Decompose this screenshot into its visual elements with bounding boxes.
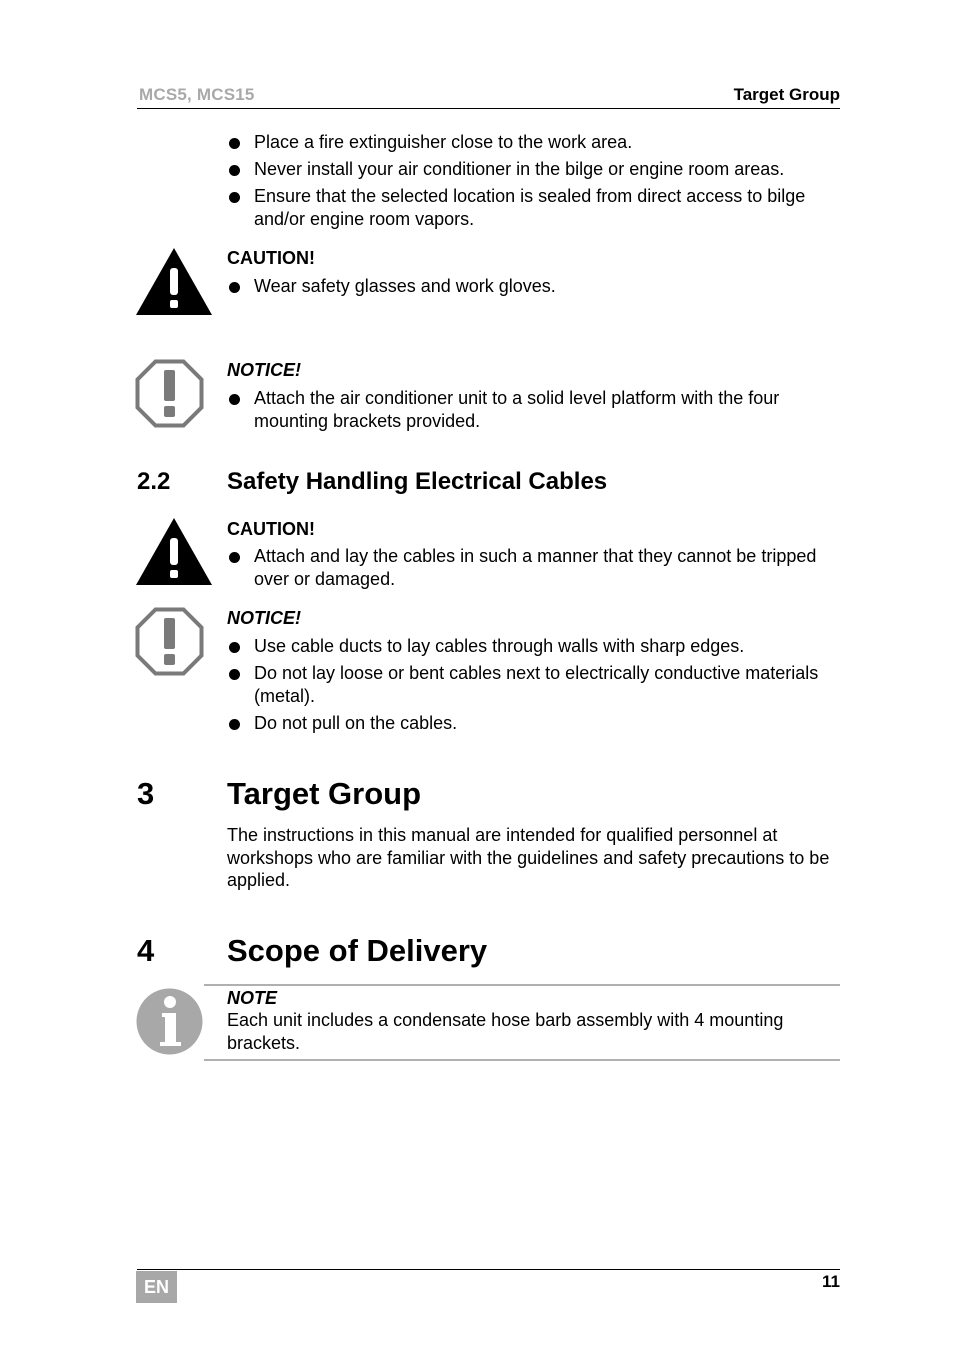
bullet-icon [229,719,240,730]
bullet-icon [229,165,240,176]
list-item: Attach and lay the cables in such a manner that they cannot be tripped over or damaged. [227,545,840,590]
bullet-icon [229,394,240,405]
list-item: Do not pull on the cables. [227,712,840,735]
notice-label: NOTICE! [227,360,301,380]
notice-octagon-icon [135,607,204,676]
chapter-title: Target Group [227,776,422,811]
section-title: Safety Handling Electrical Cables [227,468,608,495]
info-circle-icon [136,988,203,1055]
header-divider [137,108,840,109]
notice-bullet-list [227,635,840,739]
notice-octagon-icon [135,359,204,428]
footer-divider [137,1269,840,1270]
language-badge: EN [136,1271,177,1303]
chapter-number: 3 [137,776,155,811]
caution-triangle-icon [135,247,213,316]
caution-label: CAUTION! [227,519,315,539]
intro-bullet-list [227,131,840,235]
bullet-icon [229,552,240,563]
page-number: 11 [822,1272,840,1291]
note-bottom-divider [204,1059,840,1061]
list-item: Do not lay loose or bent cables next to electrically conductive materials (metal). [227,662,840,707]
caution-triangle-icon [135,517,213,586]
bullet-icon [229,138,240,149]
note-top-divider [204,984,840,986]
chapter-title: Scope of Delivery [227,933,488,968]
list-item: Never install your air conditioner in the bilge or engine room areas. [227,158,840,181]
list-item: Wear safety glasses and work gloves. [227,275,840,298]
notice-label: NOTICE! [227,608,301,628]
section-number: 2.2 [137,468,171,495]
chapter-paragraph: The instructions in this manual are intended for qualified personnel at workshops who are familiar with the guidelines and safety precautions to be applied. [227,825,830,890]
bullet-icon [229,642,240,653]
list-item: Ensure that the selected location is sealed from direct access to bilge and/or engine room vapors. [227,185,840,230]
caution-bullet-list [227,545,840,595]
chapter-number: 4 [137,933,155,968]
header-product-name: MCS5, MCS15 [139,85,255,104]
bullet-icon [229,669,240,680]
caution-label: CAUTION! [227,248,315,268]
bullet-icon [229,192,240,203]
bullet-icon [229,282,240,293]
note-label: NOTE [227,988,278,1008]
note-text: Each unit includes a condensate hose barb assembly with 4 mounting brackets. [227,1010,784,1053]
header-section-title: Target Group [733,85,840,104]
notice-bullet-list [227,387,840,437]
caution-bullet-list [227,275,840,302]
list-item: Place a fire extinguisher close to the work area. [227,131,840,154]
list-item: Use cable ducts to lay cables through walls with sharp edges. [227,635,840,658]
list-item: Attach the air conditioner unit to a solid level platform with the four mounting brackets provided. [227,387,840,432]
